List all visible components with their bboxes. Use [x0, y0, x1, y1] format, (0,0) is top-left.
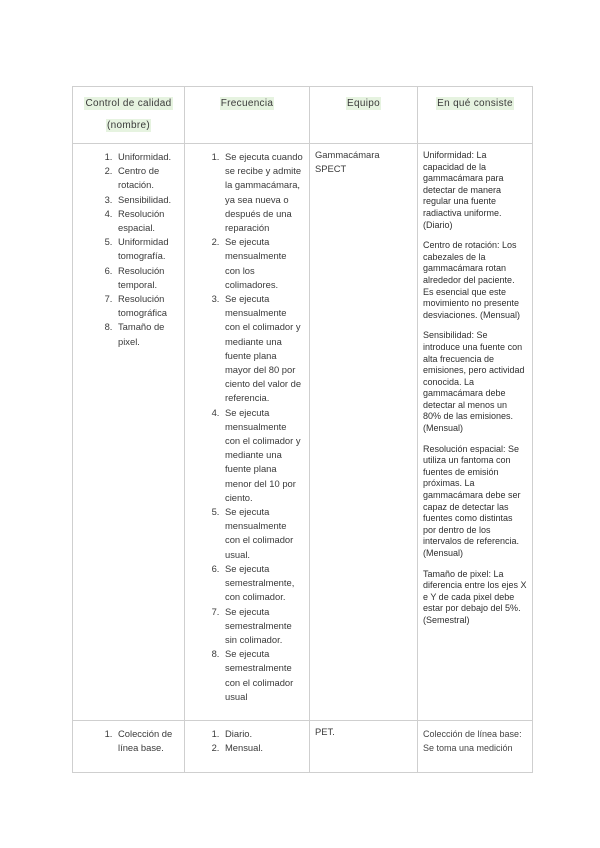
list-item: 7. Se ejecuta semestralmente sin colimador. — [222, 605, 304, 648]
controls-cell — [73, 144, 185, 721]
frequency-list — [190, 727, 304, 755]
frequency-cell — [185, 144, 310, 721]
header-control — [73, 87, 185, 144]
table-row — [73, 721, 533, 773]
list-item: 2. Centro de rotación. — [115, 164, 179, 192]
header-description — [418, 87, 533, 144]
header-description-label: En qué consiste — [437, 98, 513, 109]
frequency-cell — [185, 721, 310, 773]
header-frequency-label: Frecuencia — [220, 98, 274, 109]
list-item: 2. Mensual. — [222, 741, 304, 755]
list-item: 6. Resolución temporal. — [115, 264, 179, 292]
list-item: 8. Se ejecuta semestralmente con el colimador usual — [222, 647, 304, 704]
equipment-cell — [310, 144, 418, 721]
description-paragraph: Sensibilidad: Se introduce una fuente con alta frecuencia de emisiones, pero actividad conocida. La gammacámara debe detectar al menos un 80% de las emisiones. (Mensual) — [423, 330, 525, 434]
description-paragraph: Uniformidad: La capacidad de la gammacámara para detectar de manera regular una fuente radiactiva uniforme. (Diario) — [423, 150, 504, 230]
header-equipment-label: Equipo — [347, 98, 380, 109]
frequency-list — [190, 150, 304, 704]
list-item: 1. Se ejecuta cuando se recibe y admite la gammacámara, ya sea nueva o después de una reparación — [222, 150, 304, 235]
equipment-label: Gammacámara SPECT — [315, 149, 380, 175]
list-item: 8. Tamaño de pixel. — [115, 320, 179, 348]
list-item: 1. Diario. — [222, 727, 304, 741]
list-item: 3. Se ejecuta mensualmente con el colimador y mediante una fuente plana mayor del 80 por ciento del valor de referencia. — [222, 292, 304, 406]
equipment-cell — [310, 721, 418, 773]
quality-control-table — [72, 86, 533, 773]
list-item: 5. Uniformidad tomografía. — [115, 235, 179, 263]
list-item: 2. Se ejecuta mensualmente con los colimadores. — [222, 235, 304, 292]
list-item: 1. Uniformidad. — [115, 150, 179, 164]
description-paragraph: Resolución espacial: Se utiliza un fantoma con fuentes de emisión próximas. La gammacámara debe ser capaz de detectar las fuentes como distintas por dentro de los intervalos de referencia. (Mensual) — [423, 443, 521, 558]
header-control-line1: Control de calidad — [85, 98, 172, 109]
description-cell — [418, 721, 533, 773]
list-item: 6. Se ejecuta semestralmente, con colimador. — [222, 562, 304, 605]
header-control-line2: (nombre) — [107, 120, 150, 131]
description-paragraph: Centro de rotación: Los cabezales de la gammacámara rotan alrededor del paciente. Es esencial que este movimiento no presente desviaciones. (Mensual) — [423, 240, 521, 320]
table-row — [73, 144, 533, 721]
description-cell — [418, 144, 533, 721]
list-item: 4. Resolución espacial. — [115, 207, 179, 235]
list-item: 4. Se ejecuta mensualmente con el colimador y mediante una fuente plana menor del 10 por ciento. — [222, 406, 304, 505]
equipment-label: PET. — [315, 726, 335, 737]
list-item: 7. Resolución tomográfica — [115, 292, 179, 320]
list-item: 3. Sensibilidad. — [115, 193, 179, 207]
controls-list — [78, 727, 179, 755]
header-frequency — [185, 87, 310, 144]
controls-cell — [73, 721, 185, 773]
table-header-row — [73, 87, 533, 144]
list-item: 1. Colección de línea base. — [115, 727, 179, 755]
description-paragraph: Colección de línea base: Se toma una medición — [423, 729, 522, 754]
list-item: 5. Se ejecuta mensualmente con el colimador usual. — [222, 505, 304, 562]
description-paragraph: Tamaño de pixel: La diferencia entre los ejes X e Y de cada pixel debe estar por debajo del 5%. (Semestral) — [423, 568, 527, 625]
controls-list — [78, 150, 179, 349]
header-equipment — [310, 87, 418, 144]
